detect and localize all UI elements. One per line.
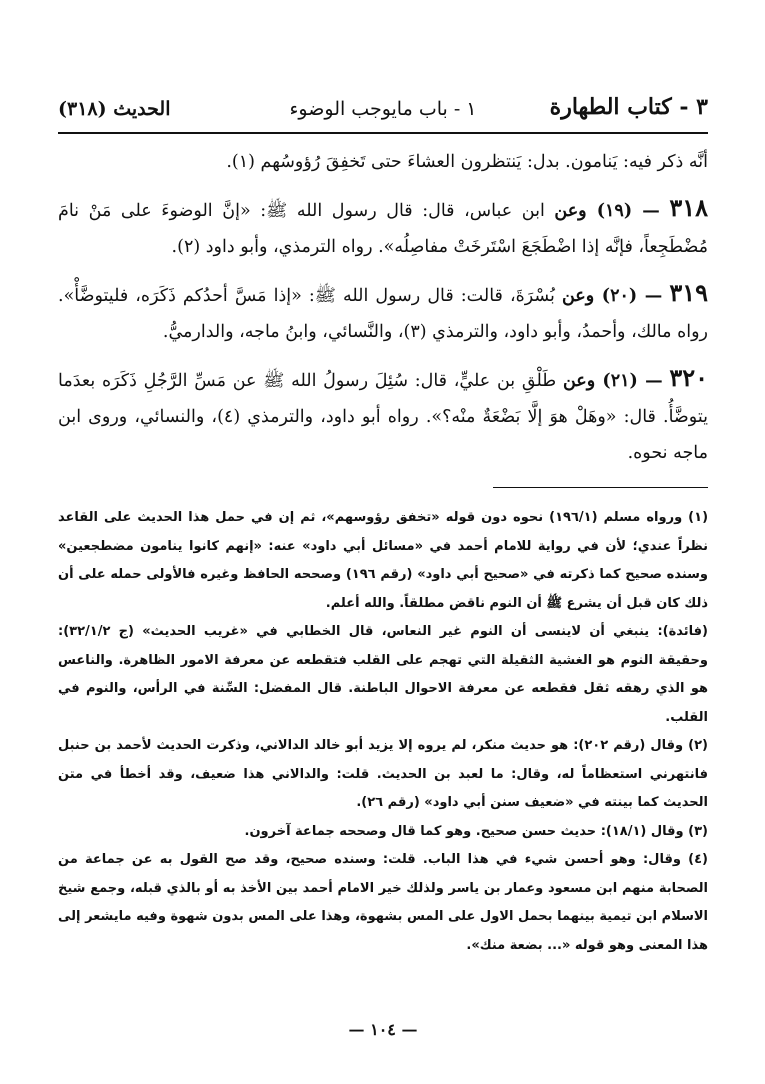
footnote-3: (٣) وقال (١٨/١): حديث حسن صحيح. وهو كما قال وصححه جماعة آخرون.	[244, 823, 708, 839]
footnote-4: (٤) وقال: وهو أحسن شيء في هذا الباب. قلت: وسنده صحيح، وقد صح القول به عن جماعة من الصحابة منهم ابن مسعود وعمار بن ياسر ولذلك خير الامام أحمد بين الأخذ به أو بالذي قبله، وجمع شيخ الاسلام ابن تيمية بينهما بحمل الاول على المس بشهوة، وهذا على المس بدون شهوة وفيه مايشعر إلى هذا المعنى وهو قوله «... بضعة منك».	[58, 852, 708, 953]
continuation-paragraph: أنَّه ذكر فيه: يَنامون. بدل: يَنتظرون العشاءَ حتى تَخفِقَ رُؤوسُهم (١).	[226, 152, 708, 172]
hadith-320	[58, 360, 708, 471]
main-text	[58, 144, 708, 471]
hadith-sub-number: — (٢١) وعن	[562, 371, 663, 391]
hadith-text: طَلْقِ بن عليٍّ، قال: سُئِلَ رسولُ الله ﷺ عن مَسِّ الرَّجُلِ ذَكَرَه بعدَما يتوضَّأُ. قال: «وهَلْ هوَ إلَّا بَضْعَةٌ منْه؟». رواه أبو داود، والترمذي (٤)، والنسائي، وروى ابن ماجه نحوه.	[58, 371, 708, 463]
page-number: — ١٠٤ —	[348, 1020, 418, 1039]
footnote-2: (٢) وقال (رقم ٢٠٢): هو حديث منكر، لم يروه إلا يزيد أبو خالد الدالاني، وذكرت الحديث لأحمد بن حنبل فانتهرني استعظاماً له، وقال: ما لعبد بن الحديث. قلت: والدالاني هذا ضعيف، وقد أخطأ في متن الحديث كما بينته في «ضعيف سنن أبي داود» (رقم ٢٦).	[58, 738, 708, 810]
footnote-1: (١) ورواه مسلم (١٩٦/١) نحوه دون قوله «تخفق رؤوسهم»، ثم إن في حمل هذا الحديث على القاعد نظراً عندي؛ لأن في رواية للامام أحمد في «مسائل أبي داود» عنه: «إنهم كانوا ينامون مضطجعين» وسنده صحيح كما ذكرته في «صحيح أبي داود» (رقم ١٩٦) وصححه الحافظ وغيره فالأولى حمله على أن ذلك كان قبل أن يشرع ﷺ أن النوم ناقض مطلقاً. والله أعلم.	[58, 510, 709, 611]
hadith-range: الحديث (٣١٨)	[58, 98, 171, 120]
hadith-319	[58, 275, 708, 350]
section-title: ١ - باب مايوجب الوضوء	[289, 98, 477, 120]
hadith-text: ابن عباس، قال: قال رسول الله ﷺ: «إنَّ الوضوءَ على مَنْ نامَ مُضْطَجِعاً، فإنَّه إذا اضْطَجَعَ اسْتَرخَتْ مفاصِلُه». رواه الترمذي، وأبو داود (٢).	[58, 201, 708, 257]
hadith-number: ٣٢٠	[669, 363, 708, 392]
page-header	[58, 88, 708, 134]
hadith-sub-number: — (١٩) وعن	[554, 201, 660, 221]
hadith-318	[58, 190, 708, 265]
hadith-text: بُسْرَةَ، قالت: قال رسول الله ﷺ: «إذا مَسَّ أحدُكم ذَكَرَه، فليتوضَّأْ». رواه مالك، وأحمدُ، وأبو داود، والترمذي (٣)، والنَّسائي، وابنُ ماجه، والدارميُّ.	[58, 286, 708, 342]
hadith-sub-number: — (٢٠) وعن	[561, 286, 663, 306]
book-page	[58, 88, 708, 1068]
chapter-title: ٣ - كتاب الطهارة	[549, 94, 708, 120]
footnote-1-benefit: (فائدة): ينبغي أن لاينسى أن النوم غير النعاس، قال الخطابي في «غريب الحديث» (ج ٣٢/١/٢): وحقيقة النوم هو الغشية الثقيلة التي تهجم على القلب فتقطعه عن معرفة الامور الظاهرة. والناعس هو الذي رهقه ثقل فقطعه عن معرفة الاحوال الباطنة. قال المفضل: السِّنة في الرأس، والنوم في القلب.	[58, 624, 708, 725]
footnote-divider	[493, 487, 708, 488]
hadith-number: ٣١٨	[669, 193, 708, 222]
footnotes	[58, 504, 708, 960]
hadith-number: ٣١٩	[669, 278, 708, 307]
